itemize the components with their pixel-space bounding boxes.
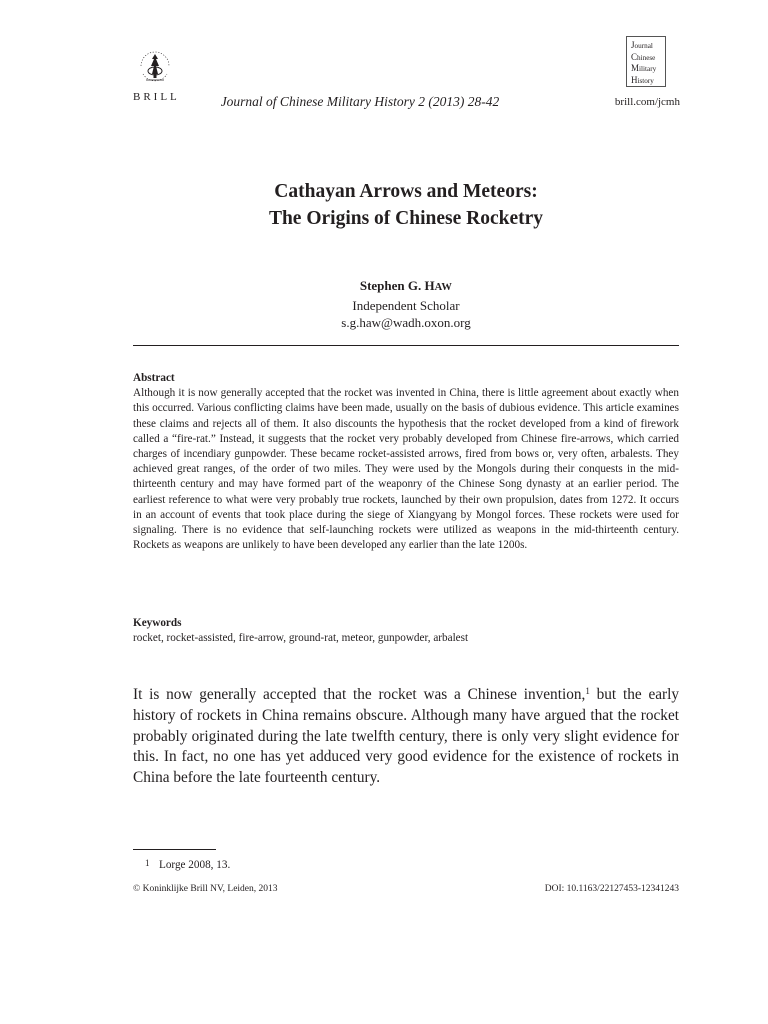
doi[interactable]: DOI: 10.1163/22127453-12341243 <box>544 884 679 894</box>
journal-url[interactable]: brill.com/jcmh <box>614 96 680 108</box>
brill-seal-icon <box>135 44 175 90</box>
body-paragraph <box>133 685 679 789</box>
logo-initial: J <box>631 40 635 50</box>
copyright-notice: © Koninklijke Brill NV, Leiden, 2013 <box>133 884 278 894</box>
logo-initial: M <box>631 63 640 74</box>
article-title <box>133 178 679 232</box>
logo-word: ournal <box>634 42 653 50</box>
publisher-name: BRILL <box>133 91 180 103</box>
author-name-smallcaps: AW <box>434 282 453 293</box>
logo-word: istory <box>637 76 654 85</box>
journal-logo-box <box>626 36 666 87</box>
footnote-number: 1 <box>145 858 150 868</box>
body-text-rest: but the early history of rockets in China remains obscure. Although many have argued that the rocket probably originated during the late twelfth century, there is only very slight evidence for this. In fact, no one has yet adduced very good evidence for the existence of rockets in China before the late fourteenth century. <box>133 686 680 787</box>
abstract-heading: Abstract <box>133 372 175 384</box>
author-name-first: Stephen G. H <box>359 278 435 293</box>
brill-logo <box>133 44 181 103</box>
title-line-1: Cathayan Arrows and Meteors: <box>274 181 538 202</box>
title-rule <box>133 345 679 346</box>
logo-word: ilitary <box>639 65 657 74</box>
author-email[interactable]: s.g.haw@wadh.oxon.org <box>341 315 471 330</box>
author-block <box>133 277 679 332</box>
keywords-text: rocket, rocket-assisted, fire-arrow, ground-rat, meteor, gunpowder, arbalest <box>133 632 469 645</box>
logo-initial: C <box>631 51 638 62</box>
footnote <box>145 858 230 871</box>
author-name <box>133 277 679 297</box>
logo-initial: H <box>631 74 638 85</box>
logo-word: hinese <box>637 53 656 62</box>
footnote-reference[interactable]: 1 <box>585 686 590 696</box>
body-text-start: It is now generally accepted that the rocket was a Chinese invention, <box>133 686 586 703</box>
footnote-rule <box>133 849 216 850</box>
footnote-text: Lorge 2008, 13. <box>159 859 231 871</box>
abstract-section <box>133 371 679 553</box>
keywords-heading: Keywords <box>133 617 182 629</box>
journal-citation: Journal of Chinese Military History 2 (2013) 28-42 <box>220 94 500 109</box>
title-line-2: The Origins of Chinese Rocketry <box>268 208 544 229</box>
keywords-section <box>133 616 679 646</box>
abstract-text: Although it is now generally accepted that the rocket was invented in China, there is little agreement about exactly when this occurred. Various conflicting claims have been made, usually on the basis of dubious evidence. This article examines these claims and rejects all of them. It also discounts the hypothesis that the rocket developed from a kind of firework called a “fire-rat.” Instead, it suggests that the rocket very probably developed from Chinese fire-arrows, which carried charges of incendiary gunpowder. These became rocket-assisted arrows, fired from bows or, very often, arbalests. They achieved great ranges, of the order of two miles. They were used by the Mongols during their conquests in the mid-thirteenth century and may have formed part of the weaponry of the Chinese Song dynasty at an earlier period. The earliest reference to what were very probably true rockets, launched by their own propulsion, dates from 1272. It occurs in an account of events that took place during the siege of Xiangyang by Mongol forces. These rockets were used for signaling. There is no evidence that self-launching rockets were utilized as weapons in the mid-thirteenth century. Rockets as weapons are unlikely to have been developed any earlier than the late 1200s. <box>133 387 679 552</box>
author-affiliation: Independent Scholar <box>352 297 460 313</box>
